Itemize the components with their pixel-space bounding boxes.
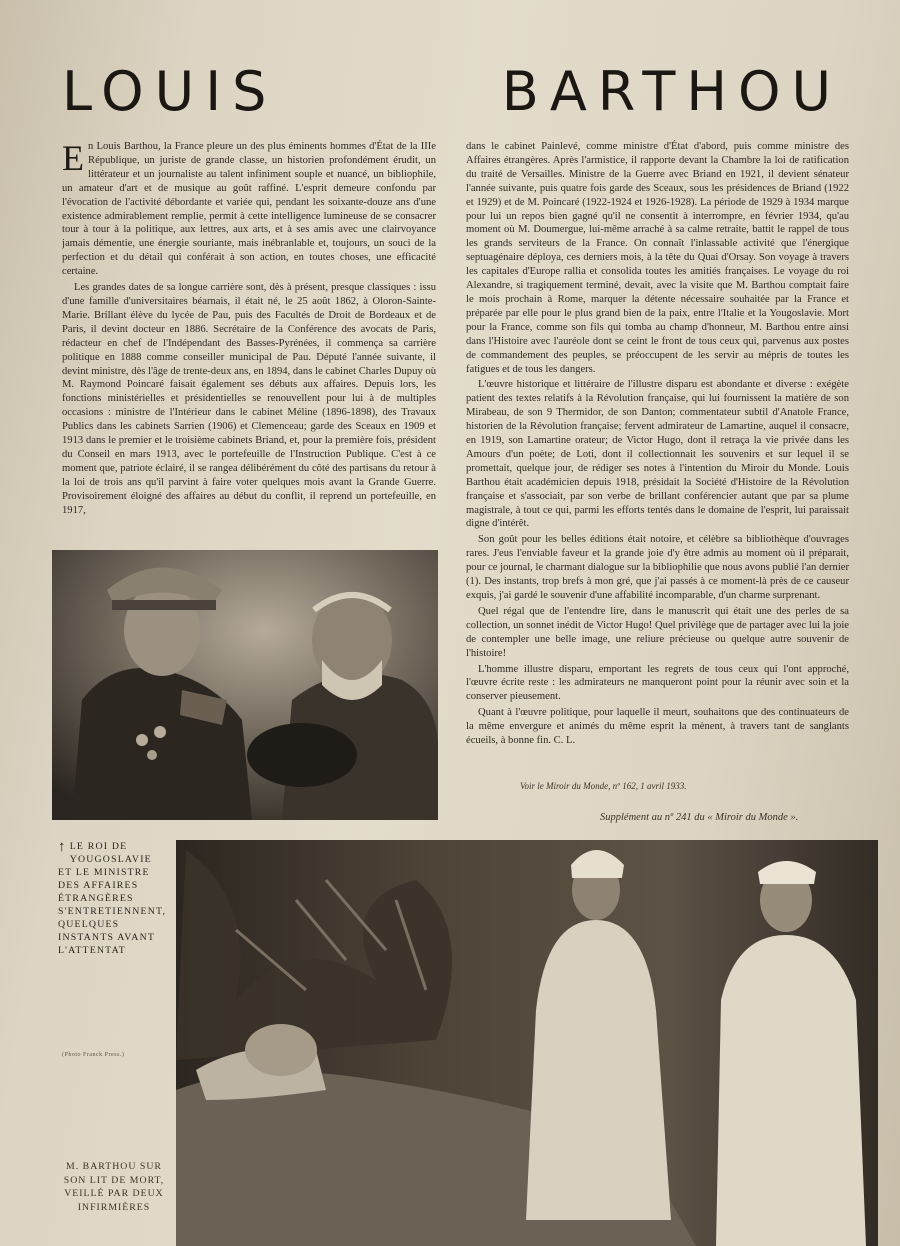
photo-deathbed-with-nurses: [176, 840, 878, 1246]
title-word-first: LOUIS: [62, 60, 278, 123]
title-word-last: BARTHOU: [501, 60, 842, 123]
article-paragraph: Son goût pour les belles éditions était notoire, et célèbre sa bibliothèque d'ouvrages rares. J'eus l'enviable faveur et la grande joie d'y être admis au moment où il préparait, pour ce journal, le charmant dialogue sur la bibliophilie que nous avons publié l'an dernier (1). Des instants, trop brefs à mon gré, que j'ai passés à ce moment-là près de ce causeur exquis, j'ai gardé le souvenir d'une affabilité incomparable, d'un charme surprenant.: [466, 534, 849, 601]
article-paragraph: L'œuvre historique et littéraire de l'illustre disparu est abondante et diverse : exégète patient des textes relatifs à la Révolution française, qui lui fournissent la matière de son Mirabeau, de son 9 Thermidor, de son Danton; commentateur subtil d'Anatole France, historien de la Révolution française; fervent admirateur de Lamartine, auquel il consacre, en 1919, son Lamartine orateur; de Victor Hugo, dont il retraça la vie privée dans les Amours d'un poète; de Loti, dont il collectionnait les souvenirs et sur lequel il se promettait, quelque jour, de rédiger ses notes à l'intention du Miroir du Monde. Louis Barthou était académicien depuis 1918, présidait la Société d'Histoire de la Révolution française et s'associait, par son verbe de brillant conférencier autant que par sa plume magistrale, à tout ce qui, parmi les efforts tentés dans le domaine de l'esprit, lui paraissait digne d'intérêt.: [466, 379, 849, 530]
article-paragraph: En Louis Barthou, la France pleure un des plus éminents hommes d'État de la IIIe République, un juriste de grande classe, un historien profondément érudit, un littérateur et un journaliste au talent infiniment souple et nuancé, un bibliophile, un amateur d'art et de musique au goût raffiné. L'esprit demeure confondu par l'évocation de l'activité débordante et variée qui, pendant les soixante-douze ans d'une existence admirablement remplie, permit à cette intelligence lumineuse de se consacrer tour à tour à la politique, aux lettres, aux arts, et à ses amis avec une clairvoyance jamais démentie, une énergie souriante, mais inébranlable et, toujours, un souci de la perfection et du détail qui conférait à son action, en toutes choses, une efficacité certaine.: [62, 140, 436, 278]
drop-cap: E: [62, 140, 84, 178]
photo-king-and-minister-image: [52, 550, 438, 820]
photo-king-and-minister: [52, 550, 438, 820]
article-column-left: [62, 140, 436, 535]
article-paragraph: L'homme illustre disparu, emportant les regrets de tous ceux qui l'ont approché, l'œuvre écrite reste : les admirateurs ne manqueront point pour la réunir avec soin et la conserver pieusement.: [466, 663, 849, 703]
footnote-reference: Voir le Miroir du Monde, nº 162, 1 avril 1933.: [520, 781, 687, 791]
article-column-right: [466, 140, 849, 785]
caption-deathbed: M. BARTHOU SUR SON LIT DE MORT, VEILLÉ PAR DEUX INFIRMIÈRES: [63, 1161, 165, 1213]
caption-king-and-minister: ↑ LE ROI DE YOUGOSLAVIE ET LE MINISTRE DES AFFAIRES ÉTRANGÈRES S'ENTRETIENNENT, QUELQUES INSTANTS AVANT L'ATTENTAT: [58, 839, 167, 956]
page-title: [62, 60, 842, 122]
article-paragraph: Quant à l'œuvre politique, pour laquelle il meurt, souhaitons que des continuateurs de la même envergure et animés du même esprit la mènent, à travers tant de sanglants écueils, à bonne fin. C. L.: [466, 707, 849, 747]
supplement-notice: Supplément au nº 241 du « Miroir du Monde ».: [600, 812, 799, 823]
article-paragraph: Les grandes dates de sa longue carrière sont, dès à présent, presque classiques : issu d'une famille d'universitaires béarnais, il était né, le 25 août 1862, à Oloron-Sainte-Marie. Brillant élève du lycée de Pau, puis des Facultés de Droit de Bordeaux et de Paris, il devint docteur en 1886. Secrétaire de la Conférence des avocats de Paris, rédacteur en chef de l'Indépendant des Basses-Pyrénées, il commença sa carrière politique en 1888 comme conseiller municipal de Pau. Député l'année suivante, il devint ministre, dès l'âge de trente-deux ans, en 1894, dans le cabinet Charles Dupuy où M. Raymond Poincaré faisait également ses débuts aux affaires. Depuis lors, les fonctions ministérielles et présidentielles se renouvellent pour lui à de multiples occasions : ministre de l'Intérieur dans le cabinet Méline (1896-1898), des Travaux Publics dans les cabinets Sarrien (1906) et Clemenceau; garde des Sceaux en 1909 et 1913 dans le premier et le troisième cabinets Briand, et, pour la première fois, président du Conseil en mars 1913, avec le portefeuille de l'Instruction Publique. C'est à ce moment que, patriote éclairé, il se rangea délibérément du côté des partisans du retour à la loi de trois ans qu'il parvint à faire voter quelques mois avant la Grande Guerre. Provisoirement éloigné des affaires au début du conflit, il reprend un portefeuille, en 1917,: [62, 282, 436, 516]
photo-credit: (Photo Franck Press.): [62, 1052, 125, 1058]
photo-deathbed-with-nurses-image: [176, 840, 878, 1246]
arrow-up-icon: ↑: [58, 839, 67, 855]
article-paragraph: dans le cabinet Painlevé, comme ministre d'État d'abord, puis comme ministre des Affaires étrangères. Après l'armistice, il rapporte devant la Chambre la loi de ratification du traité de Versailles. Ministre de la Guerre avec Briand en 1921, il devient sénateur l'année suivante, puis quatre fois garde des Sceaux, sous les présidences de Briand (1922 et 1929) et de M. Poincaré (1922-1924 et 1926-1928). La période de 1929 à 1934 marque pour lui un repos bien gagné qu'il ne consentit à interrompre, en février 1934, qu'au moment où M. Doumergue, lui-même arraché à sa calme retraite, battit le rappel de tous les grands serviteurs de la France. On connaît l'inlassable activité que l'énergique septuagénaire déploya, ces derniers mois, à la tête du Quai d'Orsay. Son voyage à travers les capitales d'Europe rallia et consolida toutes les amitiés françaises. Le voyage du roi Alexandre, si tragiquement terminé, devait, avec la visite que M. Barthou comptait faire le mois prochain à Rome, marquer la détente nécessaire souhaitée par la France et préparée par elle pour le plus grand bien de la paix, entre l'Italie et la Yougoslavie. Mort pour la France, comme son fils qui tomba au champ d'honneur, M. Barthou entre ainsi dans l'Histoire avec l'auréole dont se ceint le front de tous ceux qui, parvenus aux postes de commandement des peuples, se préoccupent de les servir au mépris de toutes les fatigues et de tous les dangers.: [466, 141, 849, 375]
article-paragraph: Quel régal que de l'entendre lire, dans le manuscrit qui était une des perles de sa collection, un sonnet inédit de Victor Hugo! Quel privilège que de partager avec lui la joie de contempler une belle image, une reliure précieuse ou quelque autre souvenir de l'histoire!: [466, 605, 849, 659]
